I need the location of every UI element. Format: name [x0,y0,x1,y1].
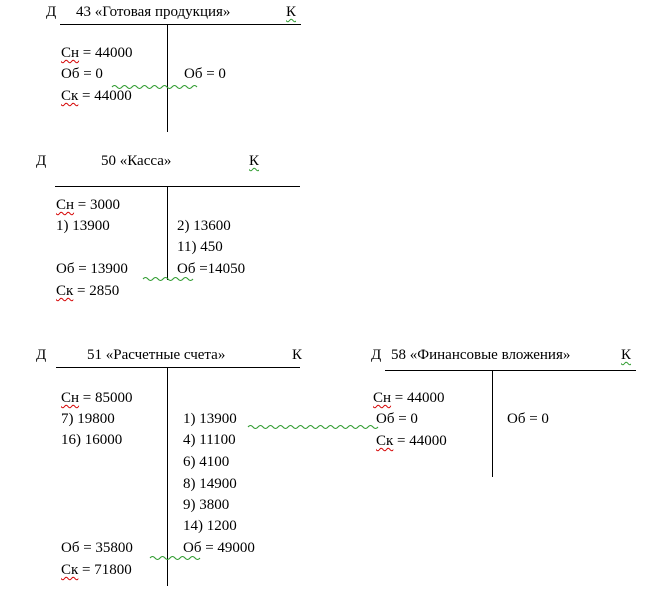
t-account-vertical-line [167,186,168,280]
credit-turnover: Об = 0 [184,66,226,82]
debit-label: Д [36,347,47,363]
credit-turnover: Об = 0 [507,411,549,427]
t-account-vertical-line [492,370,493,477]
t-account-horizontal-line [55,186,300,187]
account-title: 43 «Готовая продукция» [76,4,231,20]
credit-turnover: Об =14050 [177,261,246,277]
debit-entry: 7) 19800 [61,411,115,427]
closing-balance: Ск = 2850 [56,283,120,299]
credit-entry: 1) 13900 [183,411,237,427]
credit-entry: 4) 11100 [183,432,236,448]
opening-balance: Сн = 44000 [373,390,445,406]
credit-entry: 11) 450 [177,239,223,255]
closing-balance: Ск = 44000 [61,88,132,104]
credit-entry: 14) 1200 [183,518,237,534]
account-title: 51 «Расчетные счета» [87,347,226,363]
grammar-squiggle [248,424,378,430]
credit-entry: 9) 3800 [183,497,230,513]
grammar-squiggle [112,84,197,90]
t-account-vertical-line [167,367,168,586]
debit-turnover: Об = 13900 [56,261,128,277]
grammar-squiggle [150,555,200,561]
closing-balance: Ск = 71800 [61,562,132,578]
credit-entry: 8) 14900 [183,476,237,492]
grammar-squiggle [143,276,193,282]
t-account-horizontal-line [385,370,636,371]
closing-balance: Ск = 44000 [376,433,447,449]
credit-label: К [249,153,260,169]
debit-turnover: Об = 0 [376,411,418,427]
debit-turnover: Об = 35800 [61,540,133,556]
credit-label: К [286,4,297,20]
t-account-horizontal-line [56,367,300,368]
t-account-horizontal-line [60,24,301,25]
account-title: 58 «Финансовые вложения» [391,347,571,363]
credit-label: К [621,347,632,363]
debit-entry: 1) 13900 [56,218,110,234]
opening-balance: Сн = 44000 [61,45,133,61]
credit-entry: 2) 13600 [177,218,231,234]
debit-entry: 16) 16000 [61,432,123,448]
t-account-vertical-line [167,24,168,132]
account-title: 50 «Касса» [101,153,172,169]
debit-label: Д [371,347,382,363]
credit-entry: 6) 4100 [183,454,230,470]
opening-balance: Сн = 3000 [56,197,121,213]
credit-label: К [292,347,303,363]
opening-balance: Сн = 85000 [61,390,133,406]
debit-label: Д [46,4,57,20]
debit-label: Д [36,153,47,169]
credit-turnover: Об = 49000 [183,540,255,556]
debit-turnover: Об = 0 [61,66,103,82]
